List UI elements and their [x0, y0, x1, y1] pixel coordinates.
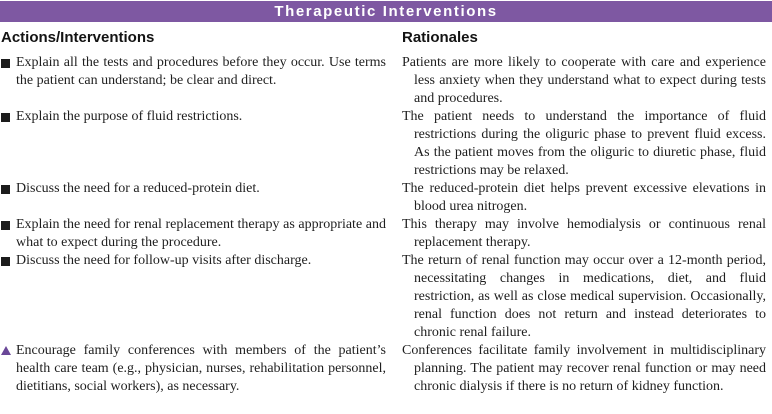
action-text: Explain all the tests and procedures before they occur. Use terms the patient can understand; be clear and direct. [16, 55, 386, 88]
rationale-text: This therapy may involve hemodialysis or continuous renal replacement therapy. [402, 217, 766, 250]
action-text: Encourage family conferences with members of the patient’s health care team (e.g., physician, nurses, rehabilitation personnel, dietitians, social workers), as necessary. [16, 343, 386, 394]
rationale-text: The patient needs to understand the importance of fluid restrictions during the oliguric phase to prevent fluid excess. As the patient moves from the oliguric to diuretic phase, fluid restrictions may be relaxed. [402, 109, 766, 178]
square-bullet-icon [1, 108, 16, 180]
action-item [1, 180, 386, 216]
rationale-text: Conferences facilitate family involvement in multidisciplinary planning. The patient may recover renal function or may need chronic dialysis if there is no return of kidney function. [402, 343, 766, 394]
table-title-bar [0, 1, 772, 22]
square-bullet-icon [1, 180, 16, 216]
triangle-bullet-icon [1, 342, 16, 396]
table-title: Therapeutic Interventions [274, 3, 498, 20]
column-header-rationales: Rationales [402, 29, 478, 46]
action-text: Explain the need for renal replacement therapy as appropriate and what to expect during the procedure. [16, 217, 386, 250]
column-header-actions: Actions/Interventions [1, 29, 155, 46]
interventions-grid [0, 22, 772, 396]
action-item [1, 252, 386, 342]
action-item [1, 342, 386, 396]
action-item [1, 54, 386, 108]
square-bullet-icon [1, 54, 16, 108]
action-item [1, 216, 386, 252]
rationale-text: The return of renal function may occur over a 12-month period, necessitating changes in medications, diet, and fluid restriction, as well as close medical supervision. Occasionally, renal function does not return and instead deteriorates to chronic renal failure. [402, 253, 766, 340]
rationale-text: The reduced-protein diet helps prevent excessive elevations in blood urea nitrogen. [402, 181, 766, 214]
action-item [1, 108, 386, 180]
square-bullet-icon [1, 252, 16, 342]
rationale-text: Patients are more likely to cooperate with care and experience less anxiety when they understand what to expect during tests and procedures. [402, 55, 766, 106]
therapeutic-interventions-table [0, 1, 772, 396]
action-text: Explain the purpose of fluid restrictions. [16, 109, 243, 124]
action-text: Discuss the need for a reduced-protein diet. [16, 181, 260, 196]
square-bullet-icon [1, 216, 16, 252]
action-text: Discuss the need for follow-up visits after discharge. [16, 253, 312, 268]
